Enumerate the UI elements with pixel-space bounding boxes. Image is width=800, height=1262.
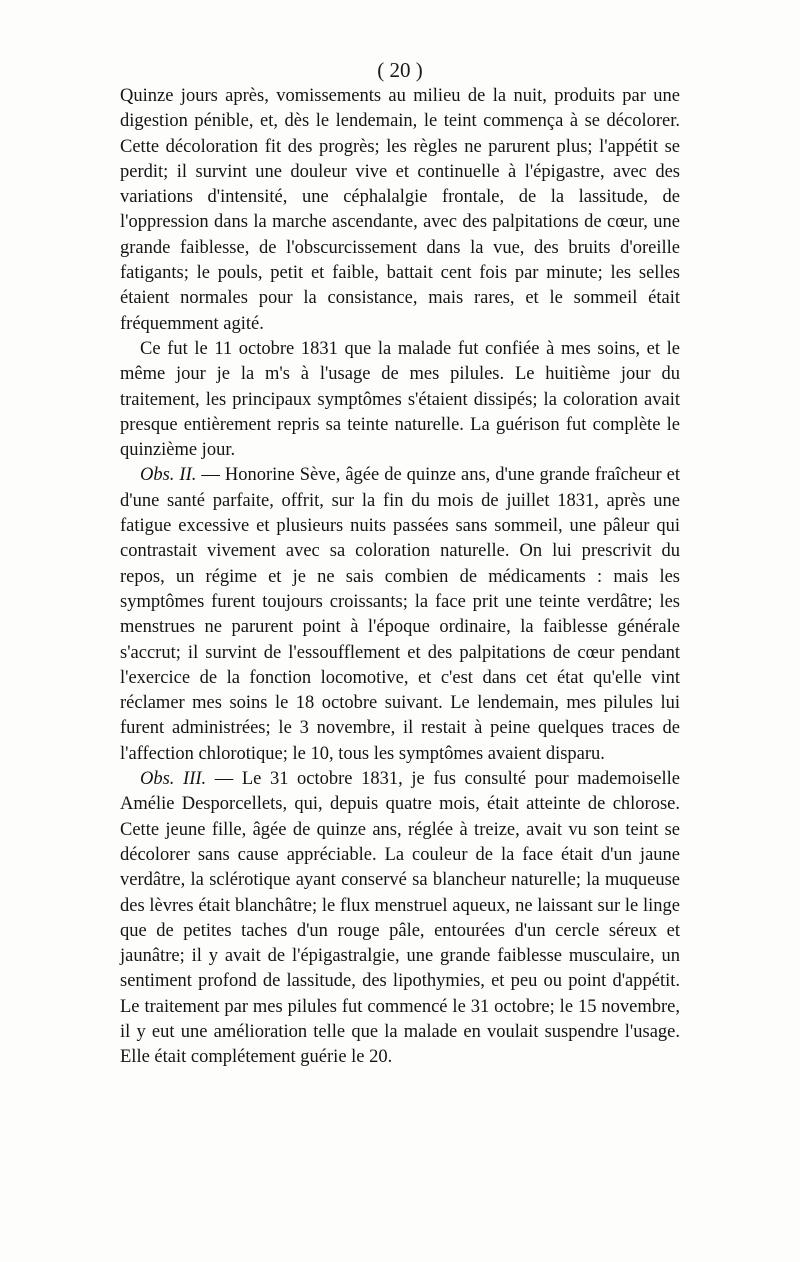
paragraph-2 (120, 337, 680, 463)
observation-3 (120, 767, 680, 1071)
page-number: ( 20 ) (377, 58, 423, 82)
paragraph-2-text: Ce fut le 11 octobre 1831 que la malade fut confiée à mes soins, et le même jour je la m's à l'usage de mes pilules. Le huitième jour du traitement, les principaux symptômes s'étaient dissipés; la coloration avait presque entièrement repris sa teinte naturelle. La guérison fut complète le quinzième jour. (120, 338, 680, 461)
body-text (120, 84, 680, 1071)
observation-3-text: — Le 31 octobre 1831, je fus consulté pour mademoiselle Amélie Desporcellets, qui, depuis quatre mois, était atteinte de chlorose. Cette jeune fille, âgée de quinze ans, réglée à treize, avait vu son teint se décolorer sans cause appréciable. La couleur de la face était d'un jaune verdâtre, la sclérotique ayant conservé sa blancheur naturelle; la muqueuse des lèvres était blanchâtre; le flux menstruel aqueux, ne laissant sur le linge que de petites taches d'un rouge pâle, entourées d'un cercle séreux et jaunâtre; il y avait de l'épigastralgie, une grande faiblesse musculaire, un sentiment profond de lassitude, des lipothymies, et peu ou point d'appétit. Le traitement par mes pilules fut commencé le 31 octobre; le 15 novembre, il y eut une amélioration telle que la malade en voulait suspendre l'usage. Elle était complétement guérie le 20. (120, 769, 680, 1068)
observation-2 (120, 463, 680, 767)
observation-2-label: Obs. II. (140, 465, 197, 486)
observation-2-text: — Honorine Sève, âgée de quinze ans, d'une grande fraîcheur et d'une santé parfaite, offrit, sur la fin du mois de juillet 1831, après une fatigue excessive et plusieurs nuits passées sans sommeil, une pâleur qui contrastait vivement avec sa coloration naturelle. On lui prescrivit du repos, un régime et je ne sais combien de médicaments : mais les symptômes furent toujours croissants; la face prit une teinte verdâtre; les menstrues ne parurent point à l'époque ordinaire, la faiblesse générale s'accrut; il survint de l'essoufflement et des palpitations de cœur pendant l'exercice de la fonction locomotive, et c'est dans cet état qu'elle vint réclamer mes soins le 18 octobre suivant. Le lendemain, mes pilules lui furent administrées; le 3 novembre, il restait à peine quelques traces de l'affection chlorotique; le 10, tous les symptômes avaient disparu. (120, 465, 680, 764)
paragraph-1 (120, 84, 680, 337)
paragraph-1-text: Quinze jours après, vomissements au milieu de la nuit, produits par une digestion pénible, et, dès le lendemain, le teint commença à se décolorer. Cette décoloration fit des progrès; les règles ne parurent plus; l'appétit se perdit; il survint une douleur vive et continuelle à l'épigastre, avec des variations d'intensité, une céphalalgie frontale, de la lassitude, de l'oppression dans la marche ascendante, avec des palpitations de cœur, une grande faiblesse, de l'obscurcissement dans la vue, des bruits d'oreille fatigants; le pouls, petit et faible, battait cent fois par minute; les selles étaient normales pour la consistance, mais rares, et le sommeil était fréquemment agité. (120, 86, 680, 334)
observation-3-label: Obs. III. (140, 769, 207, 790)
